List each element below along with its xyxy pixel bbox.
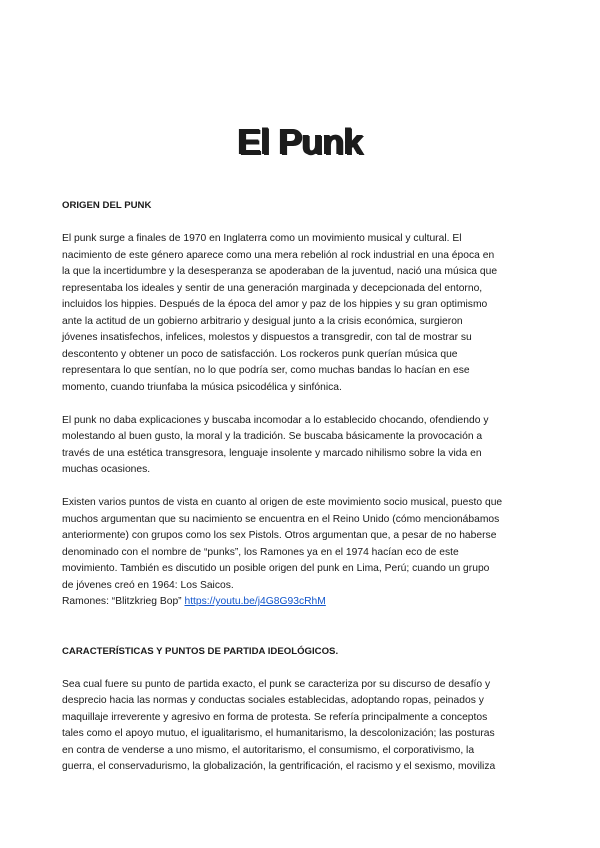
text-line: representaba los ideales y sentir de una generación marginada y decepcionada del entorno,	[62, 282, 483, 294]
text-line: nacimiento de este género aparece como una mera rebelión al rock industrial en una época en	[62, 249, 495, 261]
paragraph-gap	[62, 215, 542, 232]
paragraph-gap	[62, 396, 542, 413]
text-line: desprecio hacia las normas y conductas sociales establecidas, adoptando ropas, peinados y	[62, 695, 484, 706]
paragraph-origen-3	[62, 495, 542, 611]
text-line: muchos argumentan que su nacimiento se encuentra en el Reino Unido (cómo mencionábamos	[62, 513, 500, 525]
text-line: muchas ocasiones.	[62, 464, 151, 475]
paragraph-origen-1	[62, 231, 542, 396]
text-line: descontento y obtener un poco de satisfacción. Los rockeros punk querían música que	[62, 348, 458, 360]
paragraph-caracteristicas-1	[62, 677, 542, 776]
text-line: guerra, el conservadurismo, la globalización, la gentrificación, el racismo y el sexismo, moviliza	[62, 761, 496, 772]
paragraph-gap	[62, 479, 542, 496]
text-line: momento, cuando triunfaba la música psicodélica y sinfónica.	[62, 381, 342, 393]
paragraph-origen-2	[62, 413, 542, 479]
text-line: través de una estética transgresora, lenguaje insolente y marcado nihilismo sobre la vida en	[62, 447, 482, 459]
text-line: denominado con el nombre de “punks”, los Ramones ya en el 1974 hacían eco de este	[62, 546, 459, 558]
text-line: movimiento. También es discutido un posible origen del punk en Lima, Perú; cuando un grupo	[62, 563, 490, 574]
document-body	[62, 198, 542, 776]
text-line: ante la actitud de un gobierno arbitrario y desigual junto a la crisis económica, surgieron	[62, 315, 463, 327]
text-line: en contra de venderse a uno mismo, el autoritarismo, el consumismo, el corporativismo, la	[62, 744, 475, 756]
section-heading-caracteristicas: CARACTERÍSTICAS Y PUNTOS DE PARTIDA IDEOLÓGICOS.	[62, 645, 339, 657]
text-line: representara lo que sentían, no lo que podría ser, como muchas bandas lo hacían en ese	[62, 365, 470, 376]
ramones-line	[62, 594, 542, 611]
text-line: incluidos los hippies. Después de la época del amor y paz de los hippies y su gran optimismo	[62, 299, 488, 310]
ramones-label: Ramones: “Blitzkrieg Bop”	[62, 596, 185, 607]
text-line: Sea cual fuere su punto de partida exacto, el punk se caracteriza por su discurso de desafío y	[62, 678, 491, 690]
text-line: Existen varios puntos de vista en cuanto al origen de este movimiento socio musical, puesto que	[62, 497, 503, 508]
page-title: El Punk	[237, 121, 363, 162]
text-line: maquillaje irreverente y agresivo en forma de protesta. Se refería principalmente a conceptos	[62, 711, 488, 723]
paragraph-gap	[62, 660, 542, 677]
text-line: la que la incertidumbre y la desesperanza se apoderaban de la juventud, nació una música que	[62, 266, 498, 277]
text-line: El punk surge a finales de 1970 en Inglaterra como un movimiento musical y cultural. El	[62, 233, 462, 244]
paragraph-gap	[62, 627, 542, 644]
text-line: anteriormente) con grupos como los sex Pistols. Otros argumentan que, a pesar de no haberse	[62, 530, 497, 541]
text-line: El punk no daba explicaciones y buscaba incomodar a lo establecido chocando, ofendiendo y	[62, 414, 489, 426]
section-heading-origen: ORIGEN DEL PUNK	[62, 200, 152, 211]
text-line: tales como el apoyo mutuo, el igualitarismo, el humanitarismo, la descolonización; las posturas	[62, 728, 495, 739]
text-line: jóvenes insatisfechos, infelices, molestos y dispuestos a transgredir, con tal de mostrar su	[62, 332, 472, 343]
text-line: de jóvenes creó en 1964: Los Saicos.	[62, 579, 234, 591]
paragraph-gap	[62, 611, 542, 628]
youtube-link[interactable]: https://youtu.be/j4G8G93cRhM	[184, 596, 326, 607]
text-line: molestando al buen gusto, la moral y la tradición. Se buscaba básicamente la provocación a	[62, 431, 483, 442]
